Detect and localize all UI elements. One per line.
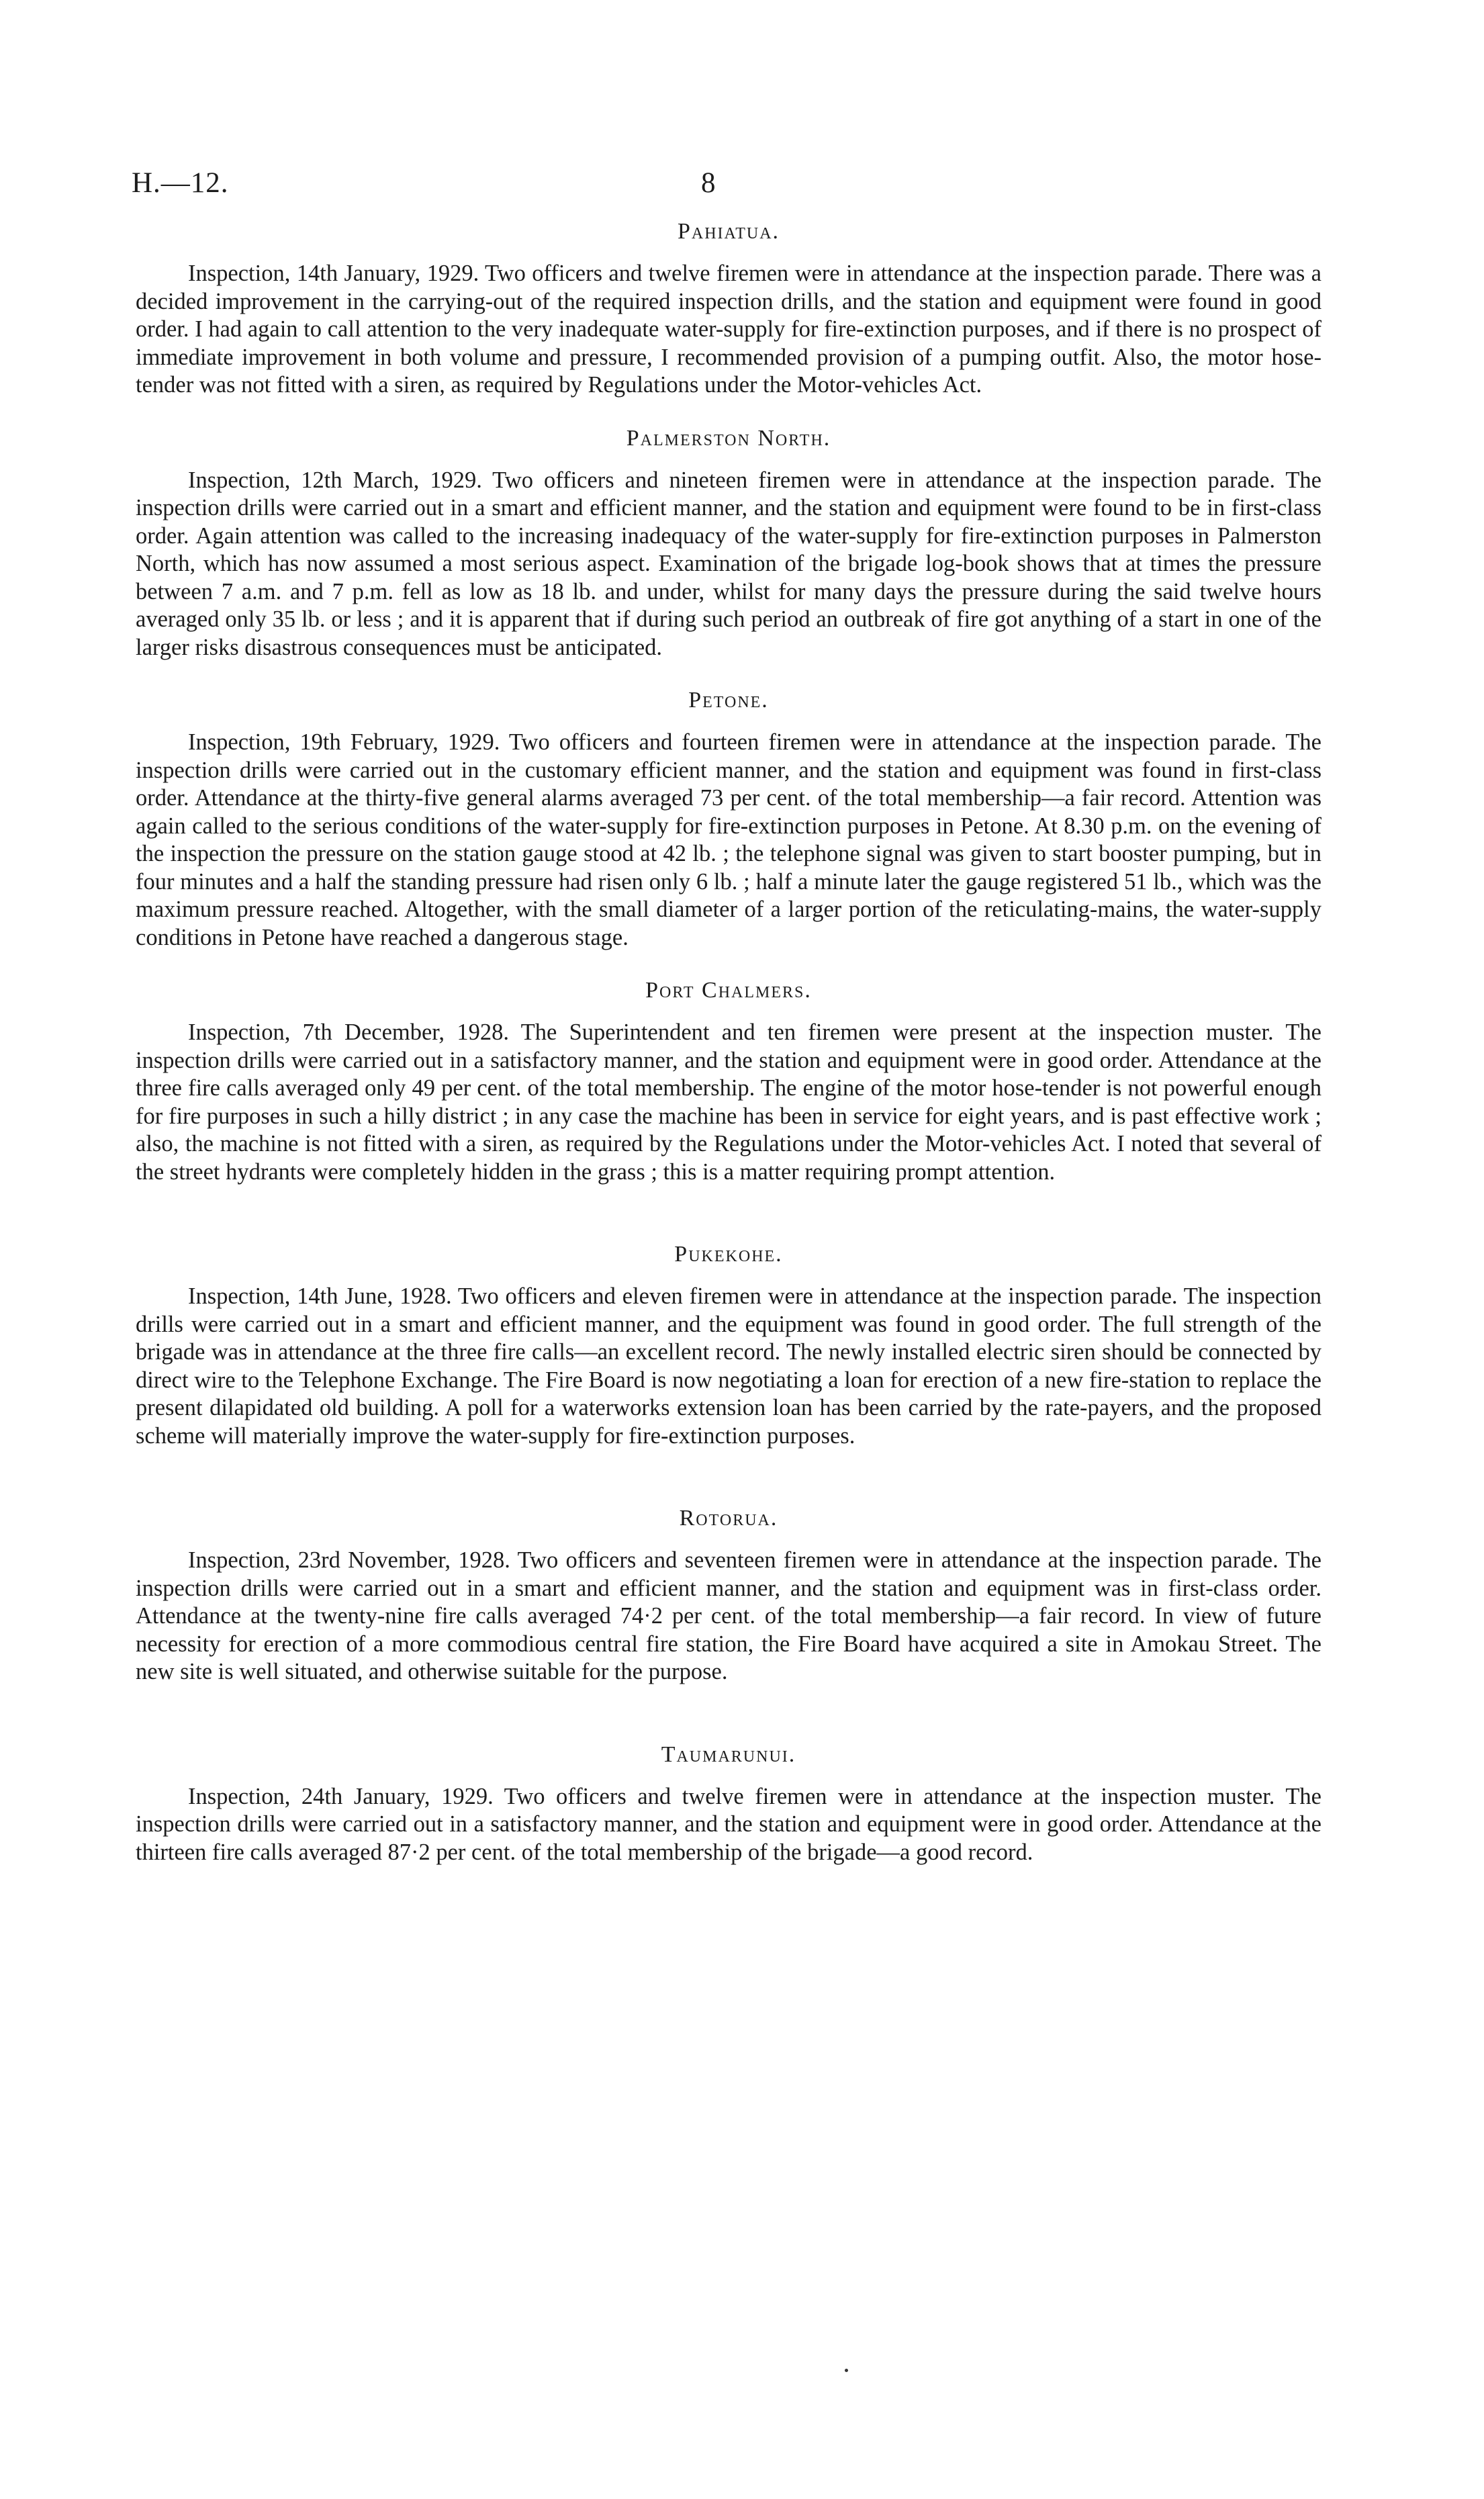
- section-paragraph: Inspection, 14th January, 1929. Two officers and twelve firemen were in attendance at the inspection parade. There was a decided improvement in the carrying-out of the required inspection drills, and the station and equipment were found in good order. I had again to call attention to the very inadequate water-supply for fire-extinction purposes, and if there is no prospect of immediate improvement in both volume and pressure, I recommended provision of a pumping outfit. Also, the motor hose-tender was not fitted with a siren, as required by Regulations under the Motor-vehicles Act.: [136, 261, 1321, 398]
- section-palmerston-north: [136, 425, 1321, 662]
- section-heading: Port Chalmers.: [645, 978, 812, 1003]
- section-heading: Pukekohe.: [674, 1242, 783, 1267]
- section-paragraph: Inspection, 19th February, 1929. Two officers and fourteen firemen were in attendance at the inspection parade. The inspection drills were carried out in the customary efficient manner, and the station and equipment was found in first-class order. Attendance at the thirty-five general alarms averaged 73 per cent. of the total membership—a fair record. Attention was again called to the serious conditions of the water-supply for fire-extinction purposes in Petone. At 8.30 p.m. on the evening of the inspection the pressure on the station gauge stood at 42 lb. ; the telephone signal was given to start booster pumping, but in four minutes and a half the standing pressure had risen only 6 lb. ; half a minute later the gauge registered 51 lb., which was the maximum pressure reached. Altogether, with the small diameter of a larger portion of the reticulating-mains, the water-supply conditions in Petone have reached a dangerous stage.: [136, 729, 1321, 950]
- section-heading: Rotorua.: [679, 1506, 778, 1531]
- section-heading: Pahiatua.: [677, 219, 780, 244]
- section-pahiatua: [136, 218, 1321, 400]
- section-petone: [136, 687, 1321, 952]
- section-paragraph: Inspection, 7th December, 1928. The Superintendent and ten firemen were present at the inspection muster. The inspection drills were carried out in a satisfactory manner, and the station and equipment were in good order. Attendance at the three fire calls averaged only 49 per cent. of the total membership. The engine of the motor hose-tender is not powerful enough for fire purposes in such a hilly district ; in any case the machine has been in service for eight years, and is past effective work ; also, the machine is not fitted with a siren, as required by the Regulations under the Motor-vehicles Act. I noted that several of the street hydrants were completely hidden in the grass ; this is a matter requiring prompt attention.: [136, 1019, 1321, 1185]
- section-heading: Petone.: [688, 688, 769, 713]
- section-paragraph: Inspection, 14th June, 1928. Two officers and eleven firemen were in attendance at the inspection parade. The inspection drills were carried out in a smart and efficient manner, and the equipment was found in good order. The full strength of the brigade was in attendance at the three fire calls—an excellent record. The newly installed electric siren should be connected by direct wire to the Telephone Exchange. The Fire Board is now negotiating a loan for erection of a new fire-station to replace the present dilapidated old building. A poll for a waterworks extension loan has been carried by the rate-payers, and the proposed scheme will materially improve the water-supply for fire-extinction purposes.: [136, 1283, 1321, 1449]
- section-paragraph: Inspection, 23rd November, 1928. Two officers and seventeen firemen were in attendance at the inspection parade. The inspection drills were carried out in a smart and efficient manner, and the station and equipment was in first-class order. Attendance at the twenty-nine fire calls averaged 74·2 per cent. of the total membership—a fair record. In view of future necessity for erection of a more commodious central fire station, the Fire Board have acquired a site in Amokau Street. The new site is well situated, and otherwise suitable for the purpose.: [136, 1547, 1321, 1684]
- section-heading: Palmerston North.: [626, 425, 831, 451]
- section-paragraph: Inspection, 12th March, 1929. Two officers and nineteen firemen were in attendance at the inspection parade. The inspection drills were carried out in a smart and efficient manner, and the station and equipment were found to be in first-class order. Again attention was called to the increasing inadequacy of the water-supply for fire-extinction purposes in Palmerston North, which has now assumed a most serious aspect. Examination of the brigade log-book shows that at times the pressure between 7 a.m. and 7 p.m. fell as low as 18 lb. and under, whilst for many days the pressure during the said twelve hours averaged only 35 lb. or less ; and it is apparent that if during such period an outbreak of fire got anything of a start in one of the larger risks disastrous consequences must be anticipated.: [136, 467, 1321, 660]
- document-code: H.—12.: [132, 167, 229, 199]
- print-speck: [845, 2369, 848, 2372]
- page-number: 8: [701, 167, 716, 199]
- section-heading: Taumarunui.: [661, 1741, 796, 1767]
- report-body: [136, 218, 1321, 1892]
- section-taumarunui: [136, 1741, 1321, 1867]
- page-header: [132, 167, 1320, 207]
- section-pukekohe: [136, 1241, 1321, 1450]
- section-paragraph: Inspection, 24th January, 1929. Two officers and twelve firemen were in attendance at the inspection muster. The inspection drills were carried out in a satisfactory manner, and the station and equipment were in good order. Attendance at the thirteen fire calls averaged 87·2 per cent. of the total membership of the brigade—a good record.: [136, 1783, 1321, 1865]
- section-rotorua: [136, 1505, 1321, 1686]
- section-port-chalmers: [136, 977, 1321, 1186]
